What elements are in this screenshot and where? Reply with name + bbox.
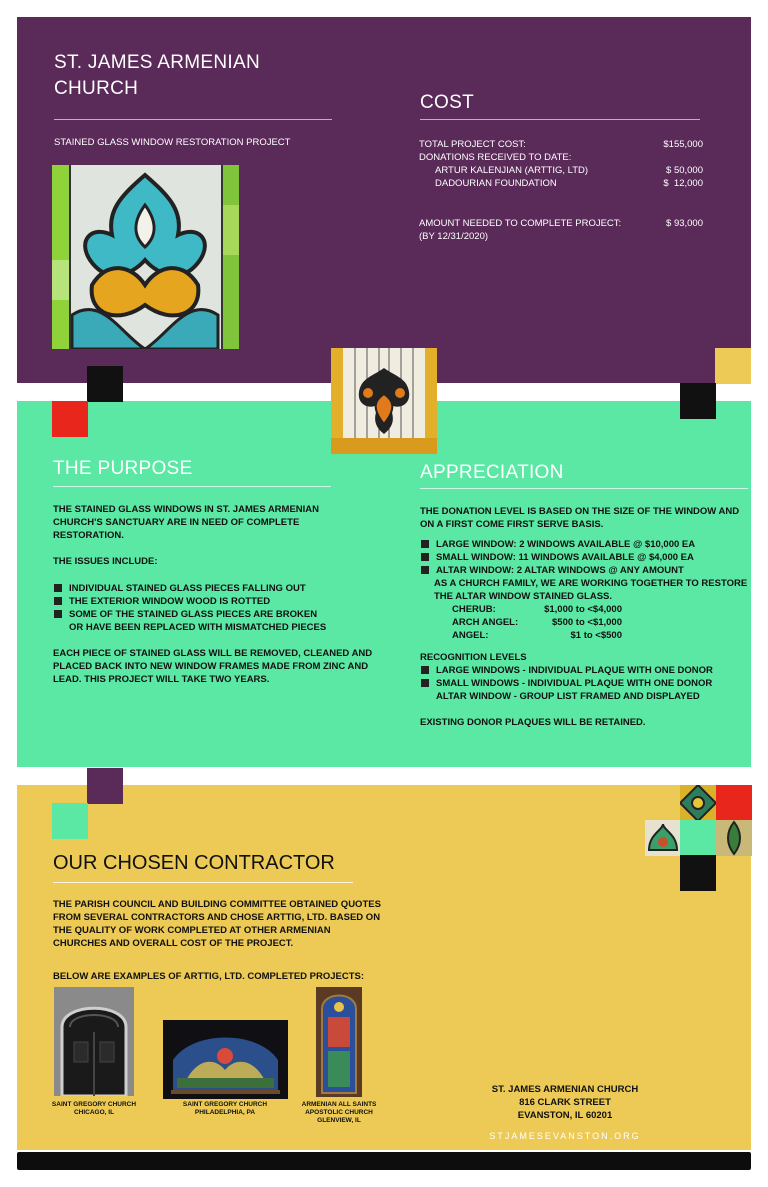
decor-glass-tile — [716, 820, 752, 856]
example-photo-philadelphia-art — [163, 1020, 288, 1099]
caption-line: GLENVIEW, IL — [317, 1117, 361, 1124]
decor-glass-tile-art — [645, 820, 681, 856]
donation-level-item: LARGE WINDOW: 2 WINDOWS AVAILABLE @ $10,000 EA — [420, 538, 750, 551]
decor-square-red — [52, 401, 88, 437]
decor-square-black — [680, 855, 716, 891]
caption-line: SAINT GREGORY CHURCH — [51, 1101, 137, 1108]
donor-amount: $ 50,000 — [666, 165, 703, 176]
example-caption-philadelphia — [170, 1101, 280, 1117]
donor-row — [419, 177, 703, 190]
angel-level-row — [452, 629, 622, 642]
address-city: EVANSTON, IL 60201 — [517, 1110, 613, 1121]
issue-item: INDIVIDUAL STAINED GLASS PIECES FALLING OUT — [53, 582, 327, 595]
purpose-divider — [53, 486, 331, 487]
donor-amount: $ 12,000 — [663, 178, 703, 189]
appreciation-body — [420, 505, 750, 729]
donor-name: ARTUR KALENJIAN (ARTTIG, LTD) — [435, 165, 589, 176]
total-cost-row — [419, 138, 703, 151]
caption-line: SAINT GREGORY CHURCH — [182, 1101, 268, 1108]
recognition-item: SMALL WINDOWS - INDIVIDUAL PLAQUE WITH ONE DONOR — [420, 677, 750, 690]
contractor-divider — [53, 882, 353, 883]
cost-divider — [420, 119, 700, 120]
title-divider — [54, 119, 332, 120]
address-street: 816 CLARK STREET — [519, 1097, 611, 1108]
total-cost-label: TOTAL PROJECT COST: — [419, 139, 526, 150]
decor-square-red — [716, 785, 752, 821]
example-photo-glenview — [316, 987, 362, 1097]
address-name: ST. JAMES ARMENIAN CHURCH — [491, 1084, 639, 1095]
total-cost-value: $155,000 — [663, 139, 703, 150]
donations-label: DONATIONS RECEIVED TO DATE: — [419, 152, 572, 163]
decor-square-green — [680, 820, 716, 856]
issues-label: THE ISSUES INCLUDE: — [53, 556, 158, 567]
purpose-body — [53, 503, 373, 686]
decor-glass-tile — [645, 820, 681, 856]
angel-level-name: ANGEL: — [452, 630, 489, 641]
angel-level-row — [452, 603, 622, 616]
amount-needed-date: (BY 12/31/2020) — [419, 231, 489, 242]
decor-glass-tile — [680, 785, 716, 821]
appreciation-heading: APPRECIATION — [420, 462, 564, 483]
example-caption-glenview — [289, 1101, 389, 1125]
appreciation-intro: THE DONATION LEVEL IS BASED ON THE SIZE OF THE WINDOW AND ON A FIRST COME FIRST SERVE BASIS. — [420, 506, 740, 530]
donation-level-item: SMALL WINDOW: 11 WINDOWS AVAILABLE @ $4,000 EA — [420, 551, 750, 564]
caption-line: CHICAGO, IL — [73, 1109, 115, 1116]
existing-plaques-note: EXISTING DONOR PLAQUES WILL BE RETAINED. — [420, 717, 646, 728]
decor-glass-tile-art — [716, 820, 752, 856]
angel-level-range: $1,000 to <$4,000 — [544, 604, 622, 615]
purpose-intro: THE STAINED GLASS WINDOWS IN ST. JAMES ARMENIAN CHURCH'S SANCTUARY ARE IN NEED OF COMPLETE RESTORATION. — [53, 504, 320, 541]
caption-line: ARMENIAN ALL SAINTS — [301, 1101, 377, 1108]
purpose-heading: THE PURPOSE — [53, 458, 193, 479]
cost-heading: COST — [420, 92, 474, 113]
cost-table — [419, 138, 703, 243]
example-photo-glenview-art — [316, 987, 362, 1097]
decor-square-green — [52, 803, 88, 839]
issues-list — [53, 582, 327, 634]
project-subtitle: STAINED GLASS WINDOW RESTORATION PROJECT — [54, 137, 291, 148]
amount-needed-row — [419, 217, 703, 230]
caption-line: PHILADELPHIA, PA — [194, 1109, 256, 1116]
recognition-list — [420, 664, 750, 690]
amount-needed-value: $ 93,000 — [666, 218, 703, 229]
issue-item: SOME OF THE STAINED GLASS PIECES ARE BROKEN OR HAVE BEEN REPLACED WITH MISMATCHED PIECES — [53, 608, 327, 634]
angel-level-range: $1 to <$500 — [570, 630, 622, 641]
issue-item: THE EXTERIOR WINDOW WOOD IS ROTTED — [53, 595, 327, 608]
example-caption-chicago — [44, 1101, 144, 1117]
contractor-heading: OUR CHOSEN CONTRACTOR — [53, 852, 335, 874]
example-photo-philadelphia — [163, 1020, 288, 1099]
website-link[interactable]: STJAMESEVANSTON.ORG — [489, 1131, 641, 1141]
purpose-closing: EACH PIECE OF STAINED GLASS WILL BE REMOVED, CLEANED AND PLACED BACK INTO NEW WINDOW FRAMES MADE FROM ZINC AND LEAD. THIS PROJECT WILL TAKE TWO YEARS. — [53, 648, 373, 685]
angel-level-range: $500 to <$1,000 — [552, 617, 622, 628]
donation-levels-list — [420, 538, 750, 577]
church-title — [54, 50, 260, 102]
appreciation-divider — [420, 488, 748, 489]
church-title-line2: CHURCH — [54, 78, 139, 99]
angel-level-row — [452, 616, 622, 629]
amount-needed-label: AMOUNT NEEDED TO COMPLETE PROJECT: — [419, 218, 622, 229]
angel-level-name: CHERUB: — [452, 604, 496, 615]
decor-square-purple — [87, 768, 123, 804]
decor-glass-tile-art — [680, 785, 716, 821]
stained-glass-photo-1 — [52, 165, 239, 349]
stained-glass-photo-2-art — [331, 348, 437, 454]
decor-square-yellow — [715, 348, 751, 384]
recognition-altar: ALTAR WINDOW - GROUP LIST FRAMED AND DISPLAYED — [436, 691, 700, 702]
decor-square-black — [680, 383, 716, 419]
contractor-body: THE PARISH COUNCIL AND BUILDING COMMITTEE OBTAINED QUOTES FROM SEVERAL CONTRACTORS AND CHOSE ARTTIG, LTD. BASED ON THE QUALITY OF WORK COMPLETED AT OTHER ARMENIAN CHURCHES AND OVERALL COST OF THE PROJECT. — [53, 899, 381, 949]
donor-name: DADOURIAN FOUNDATION — [435, 178, 557, 189]
decor-square-black — [87, 366, 123, 402]
example-photo-chicago — [54, 987, 134, 1096]
altar-note: AS A CHURCH FAMILY, WE ARE WORKING TOGETHER TO RESTORE THE ALTAR WINDOW STAINED GLASS. — [434, 578, 748, 602]
recognition-label: RECOGNITION LEVELS — [420, 652, 527, 663]
caption-line: APOSTOLIC CHURCH — [305, 1109, 373, 1116]
angel-level-name: ARCH ANGEL: — [452, 617, 519, 628]
church-address — [470, 1083, 660, 1122]
donor-row — [419, 164, 703, 177]
recognition-item: LARGE WINDOWS - INDIVIDUAL PLAQUE WITH ONE DONOR — [420, 664, 750, 677]
example-photo-chicago-art — [54, 987, 134, 1096]
church-title-line1: ST. JAMES ARMENIAN — [54, 52, 260, 73]
angel-levels — [420, 603, 622, 642]
footer-bar — [17, 1152, 751, 1170]
donation-level-item: ALTAR WINDOW: 2 ALTAR WINDOWS @ ANY AMOUNT — [420, 564, 750, 577]
stained-glass-photo-2 — [331, 348, 437, 454]
stained-glass-photo-1-art — [52, 165, 239, 349]
examples-label: BELOW ARE EXAMPLES OF ARTTIG, LTD. COMPLETED PROJECTS: — [53, 971, 365, 982]
